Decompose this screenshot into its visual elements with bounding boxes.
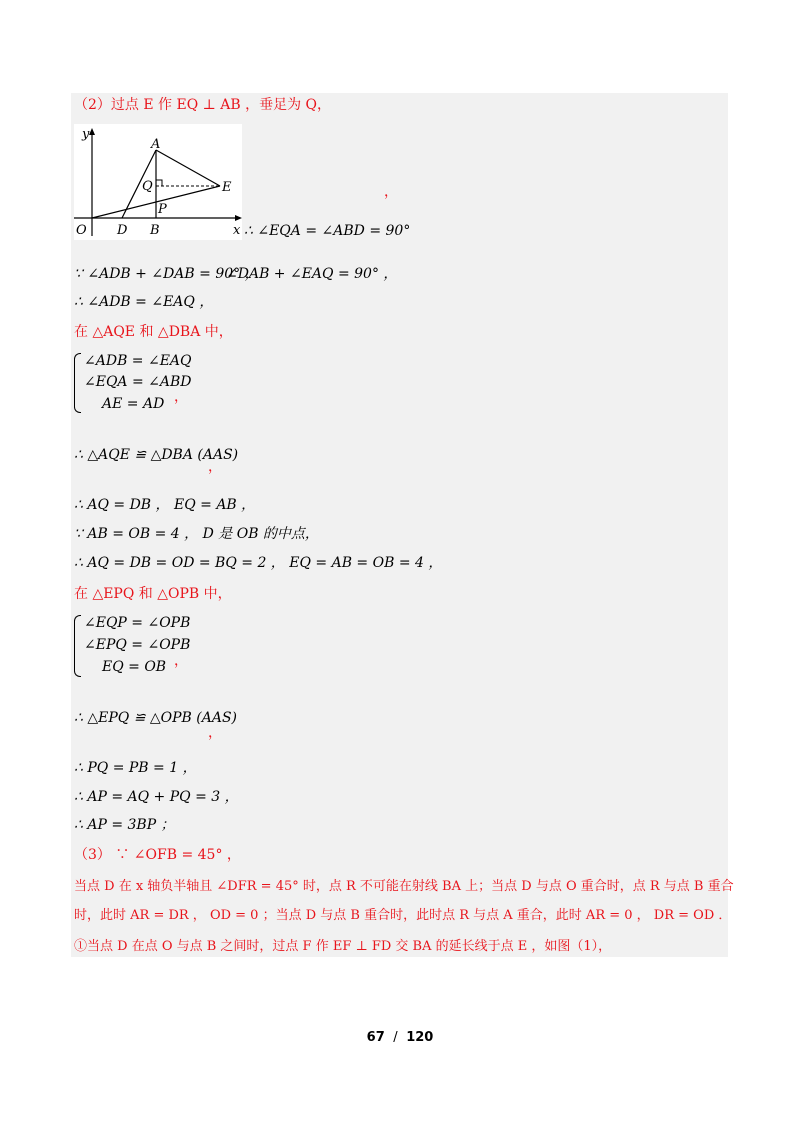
congruent-2-comma: ， <box>208 725 222 741</box>
geometry-figure <box>74 124 242 240</box>
system2-comma: ， <box>174 653 188 669</box>
segment-AE <box>156 150 220 186</box>
line-case-analysis-1: 当点 D 在 x 轴负半轴且 ∠DFR = 45° 时，点 R 不可能在射线 BA 上；当点 D 与点 O 重合时，点 R 与点 B 重合 <box>74 879 734 894</box>
line-congruent-2: ∴ △EPQ ≌ △OPB (AAS) <box>74 710 238 726</box>
line-angle-sum-1: ∵ ∠ADB + ∠DAB = 90° ， <box>74 266 259 282</box>
coordinate-diagram <box>74 124 242 240</box>
label-y: y <box>82 127 90 142</box>
line-lengths: ∴ AQ = DB = OD = BQ = 2 ， EQ = AB = OB = 4 ， <box>74 555 443 571</box>
current-page: 67 <box>366 1030 385 1045</box>
system1-comma: ， <box>174 389 188 405</box>
system2-row-1: ∠EQP = ∠OPB <box>84 615 191 631</box>
right-angle-mark <box>156 180 162 186</box>
label-B: B <box>150 223 160 238</box>
line-aq-db: ∴ AQ = DB ， EQ = AB ， <box>74 497 256 513</box>
line-in-triangles-1: 在 △AQE 和 △DBA 中， <box>74 324 233 340</box>
line-pq-pb: ∴ PQ = PB = 1 ， <box>74 760 197 776</box>
label-O: O <box>76 223 87 238</box>
line-case-analysis-2: 时，此时 AR = DR ， OD = 0 ；当点 D 与点 B 重合时，此时点 R 与点 A 重合，此时 AR = 0 ， DR = OD ． <box>74 908 732 923</box>
label-x: x <box>233 223 241 238</box>
line-angle-equal: ∴ ∠ADB = ∠EAQ ， <box>74 294 214 310</box>
line-angle-eqa: ∴ ∠EQA = ∠ABD = 90° <box>244 223 411 239</box>
line-ab-ob: ∵ AB = OB = 4 ， D 是 OB 的中点， <box>74 526 319 542</box>
total-pages: 120 <box>406 1030 434 1045</box>
line-part2-construction: （2）过点 E 作 EQ ⊥ AB ，垂足为 Q， <box>74 97 332 113</box>
line-angle-sum-2: ∠DAB + ∠EAQ = 90° ， <box>226 266 398 282</box>
x-axis-arrow <box>235 215 242 221</box>
congruent-1-comma: ， <box>208 459 222 475</box>
page-separator: / <box>393 1030 398 1045</box>
line-case-1: ①当点 D 在点 O 与点 B 之间时，过点 F 作 EF ⊥ FD 交 BA 的延长线于点 E ，如图（1）， <box>74 939 612 954</box>
stray-comma: ， <box>384 184 398 200</box>
label-A: A <box>151 137 161 152</box>
system1-row-3: AE = AD <box>102 396 165 412</box>
line-congruent-1: ∴ △AQE ≌ △DBA (AAS) <box>74 447 239 463</box>
label-P: P <box>158 202 167 217</box>
label-E: E <box>222 180 232 195</box>
line-in-triangles-2: 在 △EPQ 和 △OPB 中， <box>74 586 232 602</box>
system1-row-2: ∠EQA = ∠ABD <box>84 374 192 390</box>
page-number <box>0 1030 800 1045</box>
label-Q: Q <box>142 179 153 194</box>
system1-row-1: ∠ADB = ∠EAQ <box>84 353 192 369</box>
brace-system-1 <box>74 353 81 413</box>
line-part3-start: （3） ∵ ∠OFB = 45° ， <box>74 847 241 863</box>
brace-system-2 <box>74 615 81 677</box>
line-ap-3bp: ∴ AP = 3BP ； <box>74 817 175 833</box>
system2-row-3: EQ = OB <box>102 659 167 675</box>
line-ap-sum: ∴ AP = AQ + PQ = 3 ， <box>74 789 239 805</box>
y-axis-arrow <box>89 128 95 135</box>
system2-row-2: ∠EPQ = ∠OPB <box>84 637 191 653</box>
label-D: D <box>117 223 128 238</box>
